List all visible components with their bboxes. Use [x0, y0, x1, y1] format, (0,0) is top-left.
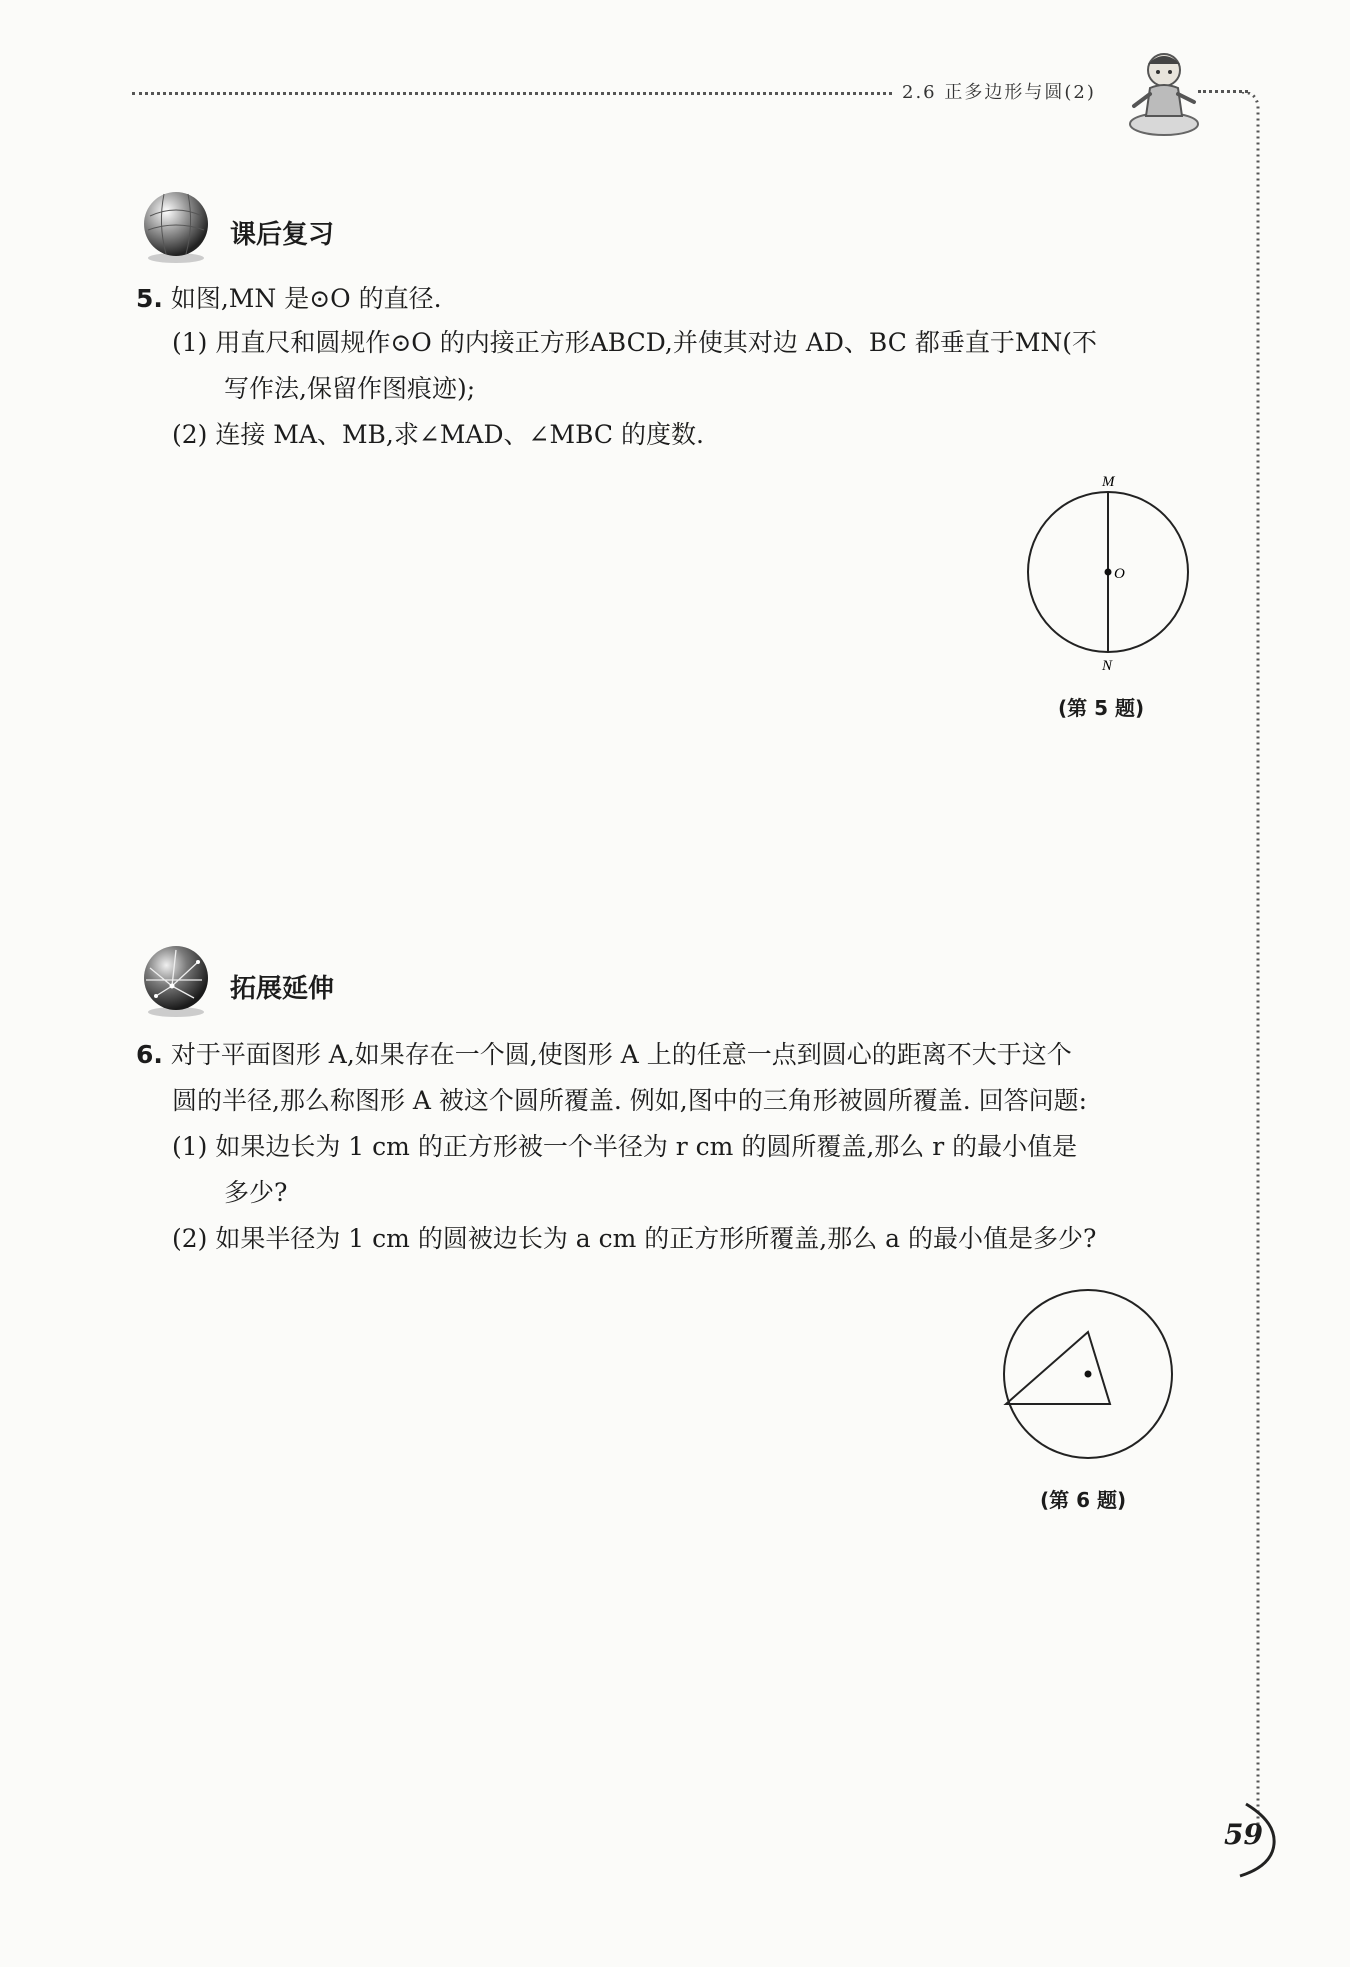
center-point: [1105, 569, 1112, 576]
covered-triangle: [1006, 1332, 1110, 1404]
figure-5-circle-diameter: [1018, 470, 1218, 680]
problem-5-stem: [136, 276, 442, 322]
problem-6-part-2: (2) 如果半径为 1 cm 的圆被边长为 a cm 的正方形所覆盖,那么 a 的最小值是多少?: [172, 1224, 1097, 1253]
section-heading-review: [136, 186, 536, 266]
network-sphere-icon: [136, 940, 216, 1020]
problem-number: 5.: [136, 284, 163, 313]
problem-5-part-2: (2) 连接 MA、MB,求∠MAD、∠MBC 的度数.: [172, 420, 704, 449]
problem-6-part-1-line-1: (1) 如果边长为 1 cm 的正方形被一个半径为 r cm 的圆所覆盖,那么 r 的最小值是: [172, 1132, 1078, 1161]
margin-dotted-rail: [1242, 92, 1266, 1832]
crystal-ball-icon: [136, 186, 216, 266]
header-dotted-rule: [132, 92, 892, 95]
problem-5-part-1-line-1: (1) 用直尺和圆规作⊙O 的内接正方形ABCD,并使其对边 AD、BC 都垂直于MN(不: [172, 328, 1098, 357]
label-o: O: [1114, 566, 1125, 582]
center-point: [1085, 1371, 1092, 1378]
figure-6-triangle-in-circle: [996, 1282, 1180, 1466]
page-number: 59: [1224, 1818, 1263, 1851]
problem-6-stem-line-2: 圆的半径,那么称图形 A 被这个圆所覆盖. 例如,图中的三角形被圆所覆盖. 回答问题:: [172, 1086, 1088, 1115]
problem-text: 对于平面图形 A,如果存在一个圆,使图形 A 上的任意一点到圆心的距离不大于这个: [170, 1040, 1072, 1069]
problem-6-stem-line-1: [136, 1032, 1072, 1078]
problem-5-part-1-line-2: 写作法,保留作图痕迹);: [224, 374, 476, 403]
problem-6-part-1-line-2: 多少?: [224, 1178, 288, 1207]
problem-number: 6.: [136, 1040, 163, 1069]
mascot-icon: [1124, 46, 1204, 138]
problem-text: 如图,MN 是⊙O 的直径.: [170, 284, 442, 313]
figure-5-caption: (第 5 题): [1058, 696, 1145, 720]
label-m: M: [1102, 474, 1115, 490]
header-dotted-rule-right: [1198, 90, 1248, 93]
section-label: 2.6 正多边形与圆(2): [902, 82, 1096, 103]
figure-6-caption: (第 6 题): [1040, 1488, 1127, 1512]
label-n: N: [1102, 658, 1113, 674]
section-heading-extension: [136, 940, 536, 1020]
section-title: 拓展延伸: [230, 974, 335, 1004]
section-title: 课后复习: [230, 220, 335, 250]
